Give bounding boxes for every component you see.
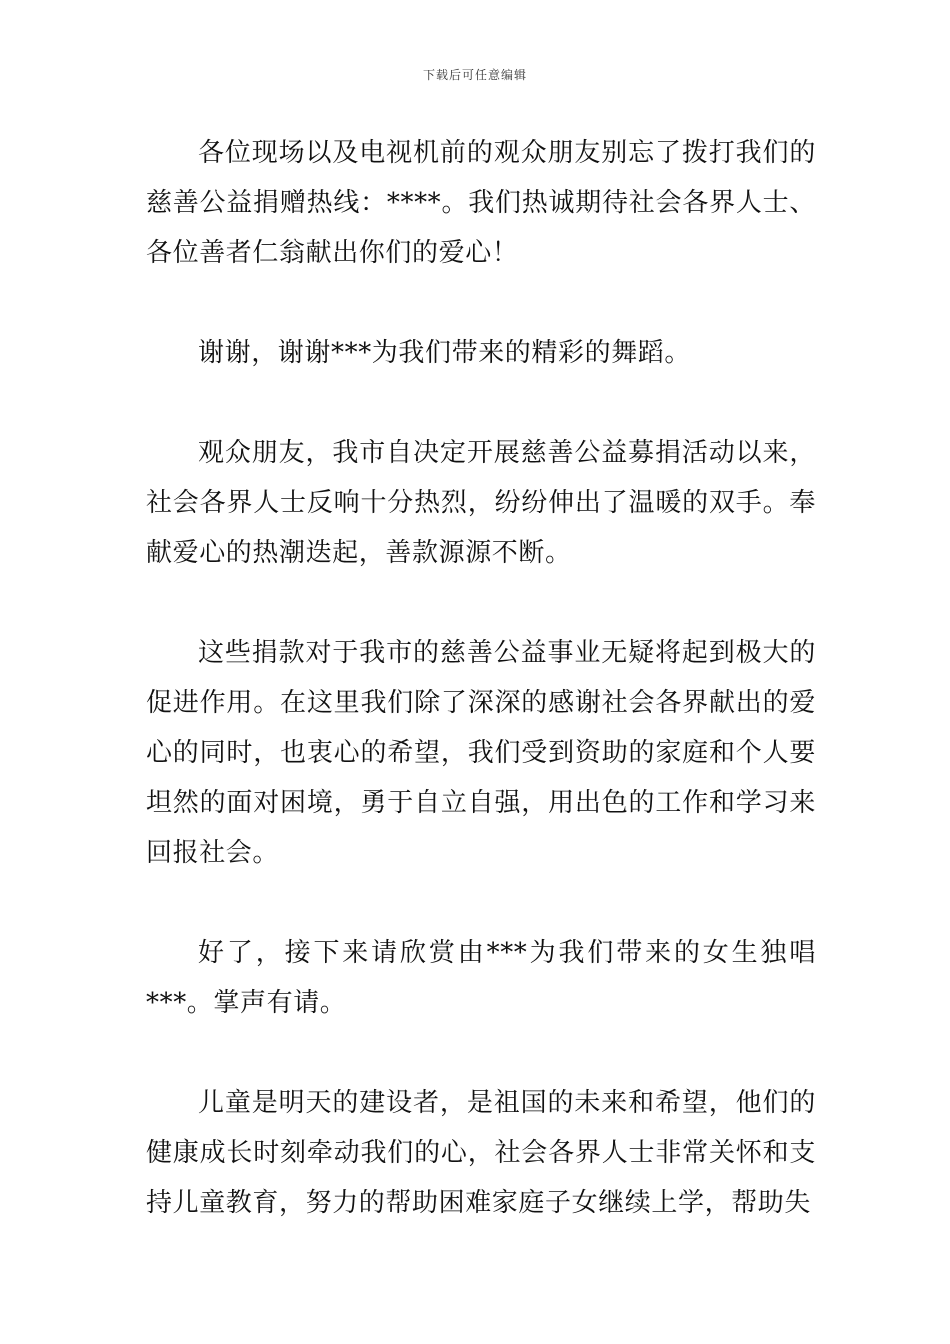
paragraph-donation-response: 观众朋友，我市自决定开展慈善公益募捐活动以来，社会各界人士反响十分热烈，纷纷伸出了温暖的双手。奉献爱心的热潮迭起，善款源源不断。 (146, 438, 816, 568)
paragraph-solo-intro: 好了，接下来请欣赏由***为我们带来的女生独唱***。掌声有请。 (146, 938, 816, 1018)
page-header: 下载后可任意编辑 (422, 68, 527, 82)
paragraph-children: 儿童是明天的建设者，是祖国的未来和希望，他们的健康成长时刻牵动我们的心，社会各界人士非常关怀和支持儿童教育，努力的帮助困难家庭子女继续上学，帮助失 (146, 1088, 816, 1218)
paragraph-hotline: 各位现场以及电视机前的观众朋友别忘了拨打我们的慈善公益捐赠热线：****。我们热诚期待社会各界人士、各位善者仁翁献出你们的爱心！ (146, 138, 816, 268)
paragraph-donation-impact: 这些捐款对于我市的慈善公益事业无疑将起到极大的促进作用。在这里我们除了深深的感谢社会各界献出的爱心的同时，也衷心的希望，我们受到资助的家庭和个人要坦然的面对困境，勇于自立自强，用出色的工作和学习来回报社会。 (146, 638, 816, 868)
document-body (146, 128, 816, 1278)
paragraph-thanks-dance: 谢谢，谢谢***为我们带来的精彩的舞蹈。 (198, 338, 692, 368)
